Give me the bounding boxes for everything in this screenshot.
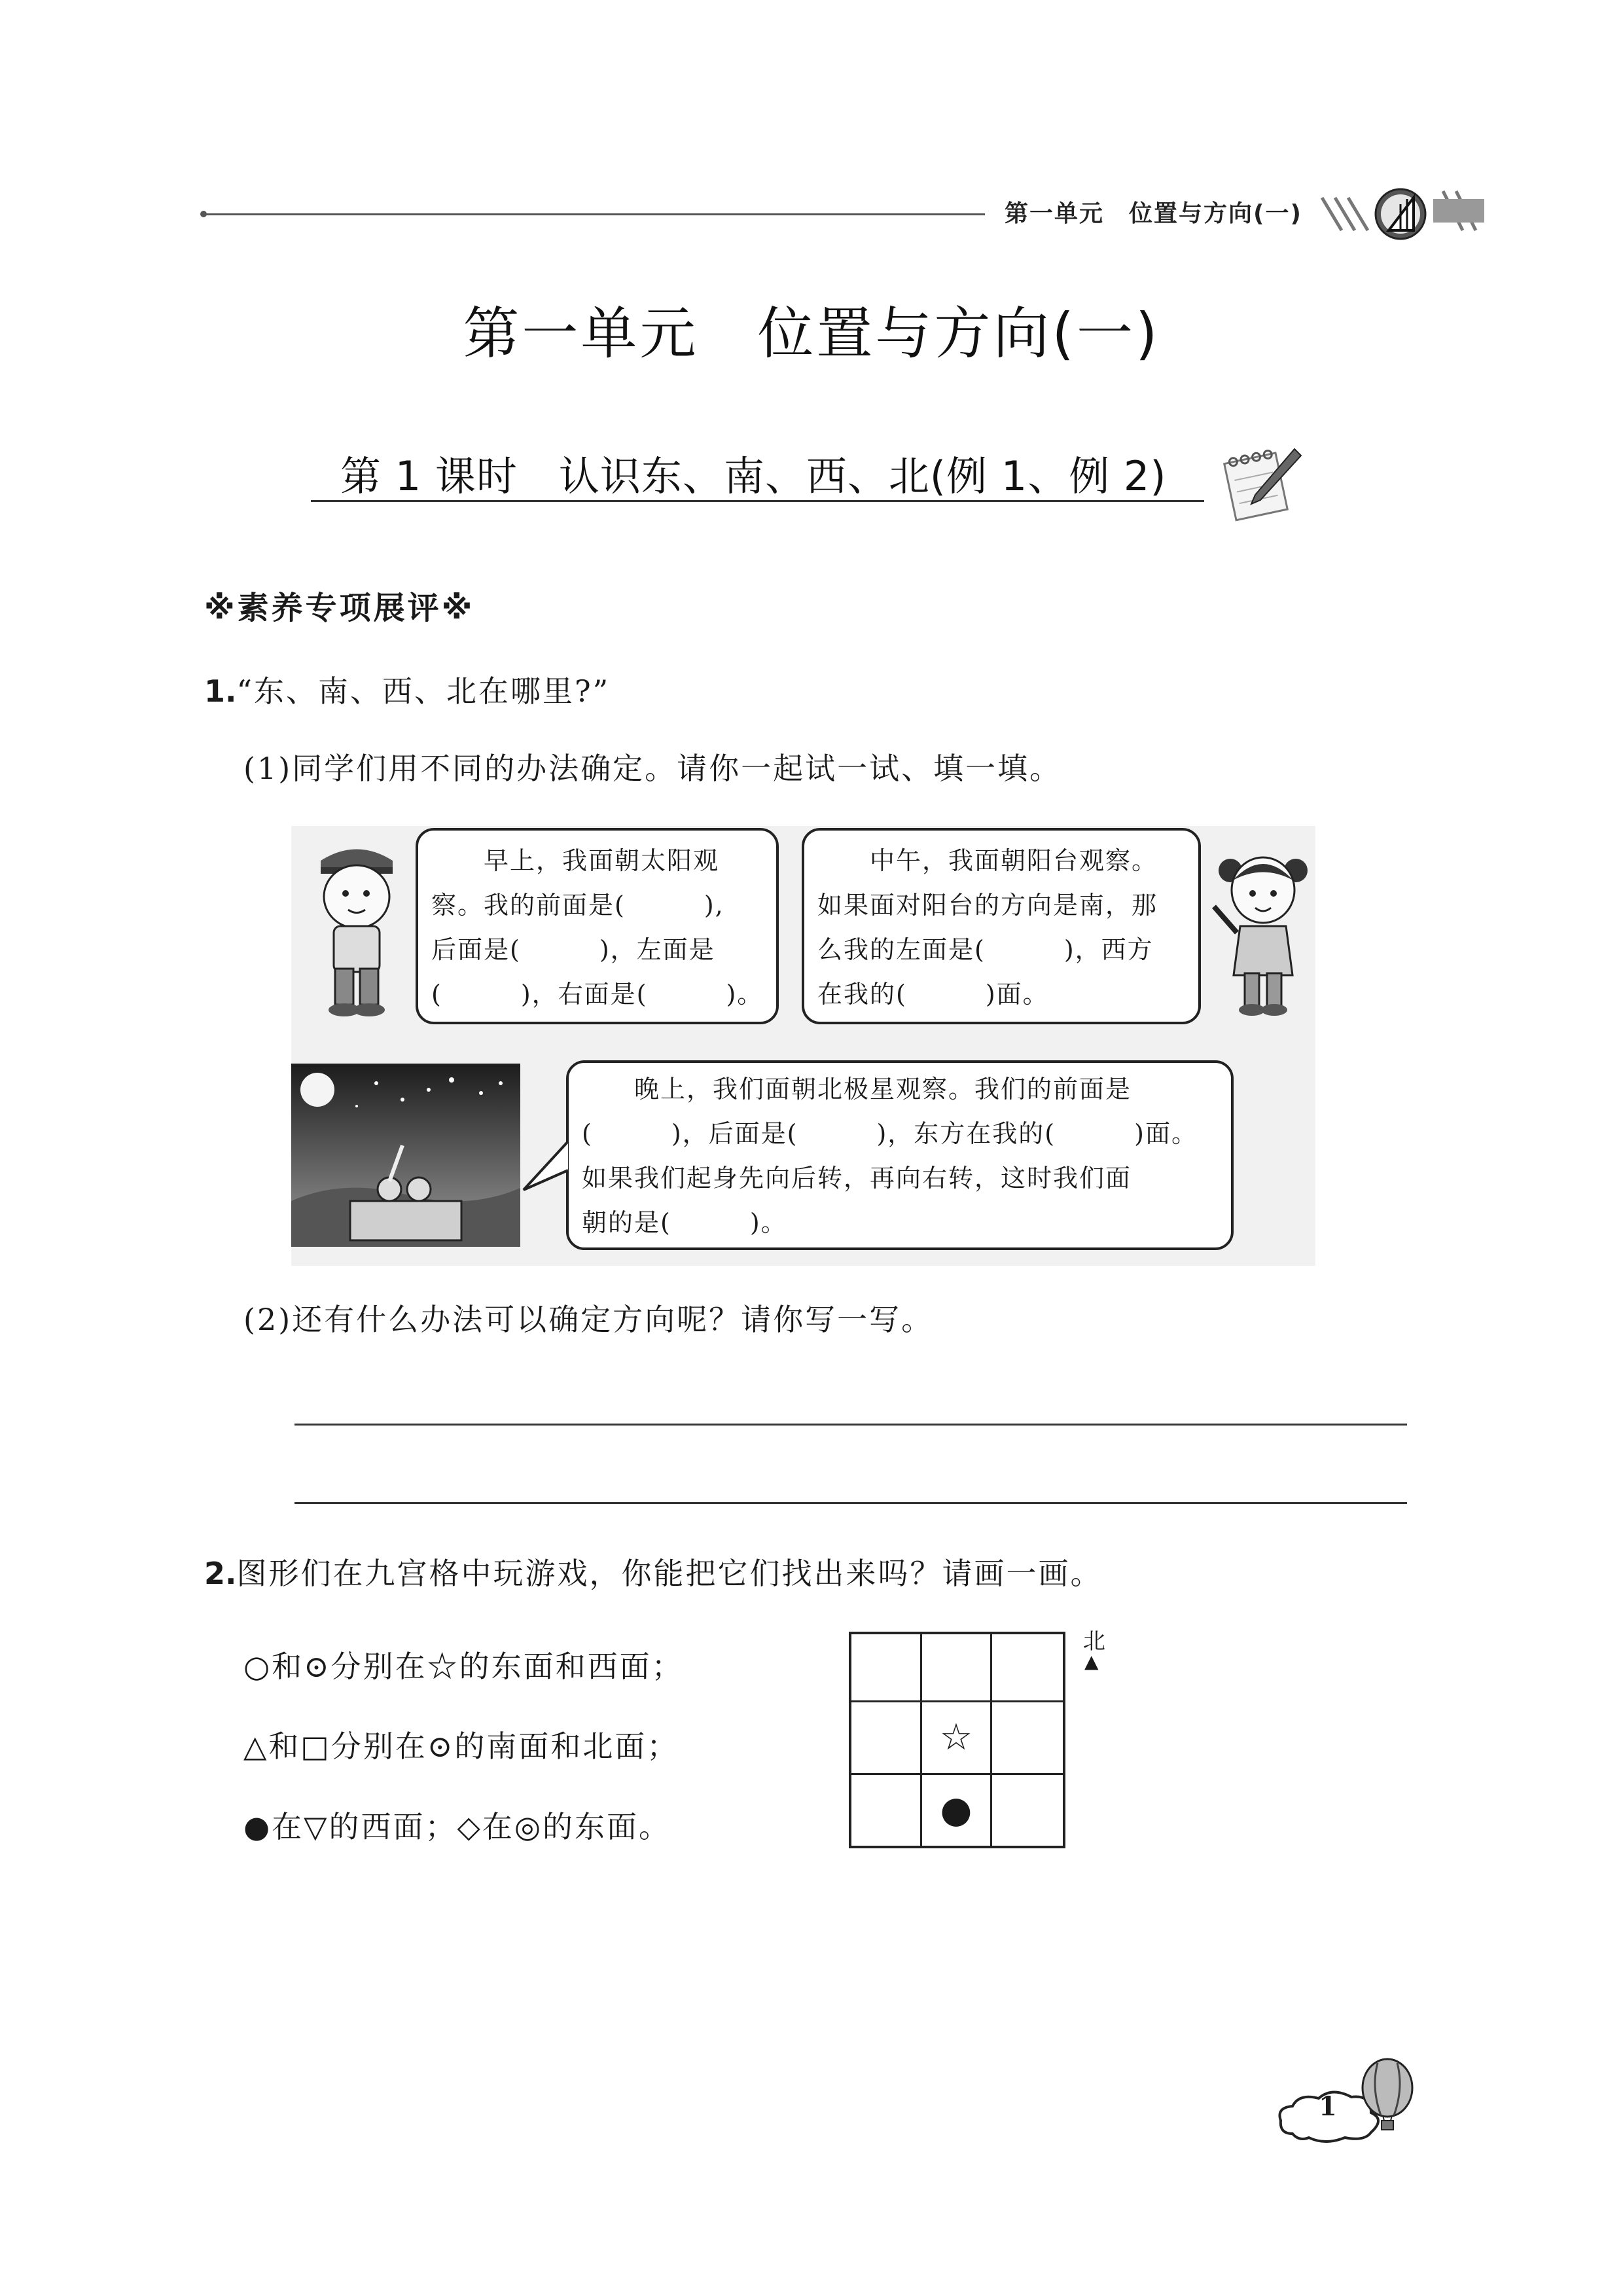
grid-cell[interactable] — [992, 1775, 1063, 1846]
speech-bubble-night — [566, 1060, 1234, 1250]
speech-bubble-night-line-3: 如果我们起身先向后转，再向右转，这时我们面 — [582, 1164, 1132, 1193]
answer-line-2[interactable] — [294, 1502, 1407, 1504]
grid-cell[interactable] — [992, 1702, 1063, 1775]
grid-cell-star[interactable]: ☆ — [922, 1702, 993, 1775]
speech-bubble-morning — [416, 828, 779, 1024]
balloon-cloud-icon — [1273, 2055, 1430, 2160]
speech-bubble-morning-line-3: 后面是( )，左面是 — [431, 935, 715, 964]
speech-bubble-night-line-4: 朝的是( )。 — [582, 1208, 787, 1237]
question-1-heading — [204, 668, 610, 711]
speech-bubble-night-tail — [521, 1139, 571, 1204]
speech-bubble-morning-line-4: ( )，右面是( )。 — [431, 980, 764, 1009]
question-2-heading — [204, 1550, 1102, 1593]
lesson-title: 第 1 课时 认识东、南、西、北(例 1、例 2) — [340, 452, 1167, 500]
question-1-number: 1. — [204, 673, 237, 709]
grid-cell[interactable] — [851, 1634, 922, 1702]
header-rule — [203, 213, 985, 215]
boy-cartoon-image — [301, 834, 412, 1024]
grid-cell[interactable] — [992, 1634, 1063, 1702]
grid-cell[interactable] — [922, 1634, 993, 1702]
grid-cell-dot[interactable]: ● — [922, 1775, 993, 1846]
night-sky-image — [291, 1064, 520, 1247]
page-number: 1 — [1319, 2091, 1337, 2122]
condition-2: △和□分别在⊙的南面和北面； — [243, 1729, 679, 1764]
section-title: ※素养专项展评※ — [204, 590, 475, 626]
north-label: 北 — [1083, 1628, 1105, 1655]
condition-1: ○和⊙分别在☆的东面和西面； — [243, 1649, 684, 1684]
north-arrow-icon: ▲ — [1084, 1651, 1099, 1672]
unit-title: 第一单元 位置与方向(一) — [463, 301, 1160, 367]
speech-bubble-night-line-1: 晚上，我们面朝北极星观察。我们的前面是 — [582, 1075, 1132, 1103]
girl-cartoon-image — [1211, 834, 1315, 1024]
speech-bubble-noon-line-4: 在我的( )面。 — [817, 980, 1049, 1009]
notebook-pencil-icon — [1217, 437, 1302, 522]
running-header-title: 第一单元 位置与方向(一) — [1005, 200, 1302, 227]
speech-bubble-noon — [802, 828, 1201, 1024]
speech-bubble-noon-line-2: 如果面对阳台的方向是南，那 — [817, 891, 1158, 920]
lesson-title-underline — [311, 500, 1204, 502]
question-1-text: “东、南、西、北在哪里?” — [236, 673, 611, 709]
speech-bubble-morning-line-1: 早上，我面朝太阳观 — [431, 846, 720, 875]
speech-bubble-noon-line-1: 中午，我面朝阳台观察。 — [817, 846, 1158, 875]
question-1-part-2: (2)还有什么办法可以确定方向呢？请你写一写。 — [243, 1302, 934, 1337]
speech-bubble-noon-line-3: 么我的左面是( )，西方 — [817, 935, 1154, 964]
answer-line-1[interactable] — [294, 1424, 1407, 1426]
header-ruler-icon — [1315, 185, 1486, 243]
question-2-number: 2. — [204, 1556, 237, 1591]
question-1-part-1: (1)同学们用不同的办法确定。请你一起试一试、填一填。 — [243, 751, 1062, 786]
speech-bubble-morning-line-2: 察。我的前面是( ), — [431, 891, 724, 920]
grid-cell[interactable] — [851, 1702, 922, 1775]
grid-cell[interactable] — [851, 1775, 922, 1846]
condition-3: ●在▽的西面；◇在◎的东面。 — [243, 1809, 671, 1844]
question-2-text: 图形们在九宫格中玩游戏，你能把它们找出来吗？请画一画。 — [236, 1556, 1103, 1591]
nine-square-grid — [849, 1632, 1065, 1848]
speech-bubble-night-line-2: ( )，后面是( )，东方在我的( )面。 — [582, 1119, 1198, 1148]
